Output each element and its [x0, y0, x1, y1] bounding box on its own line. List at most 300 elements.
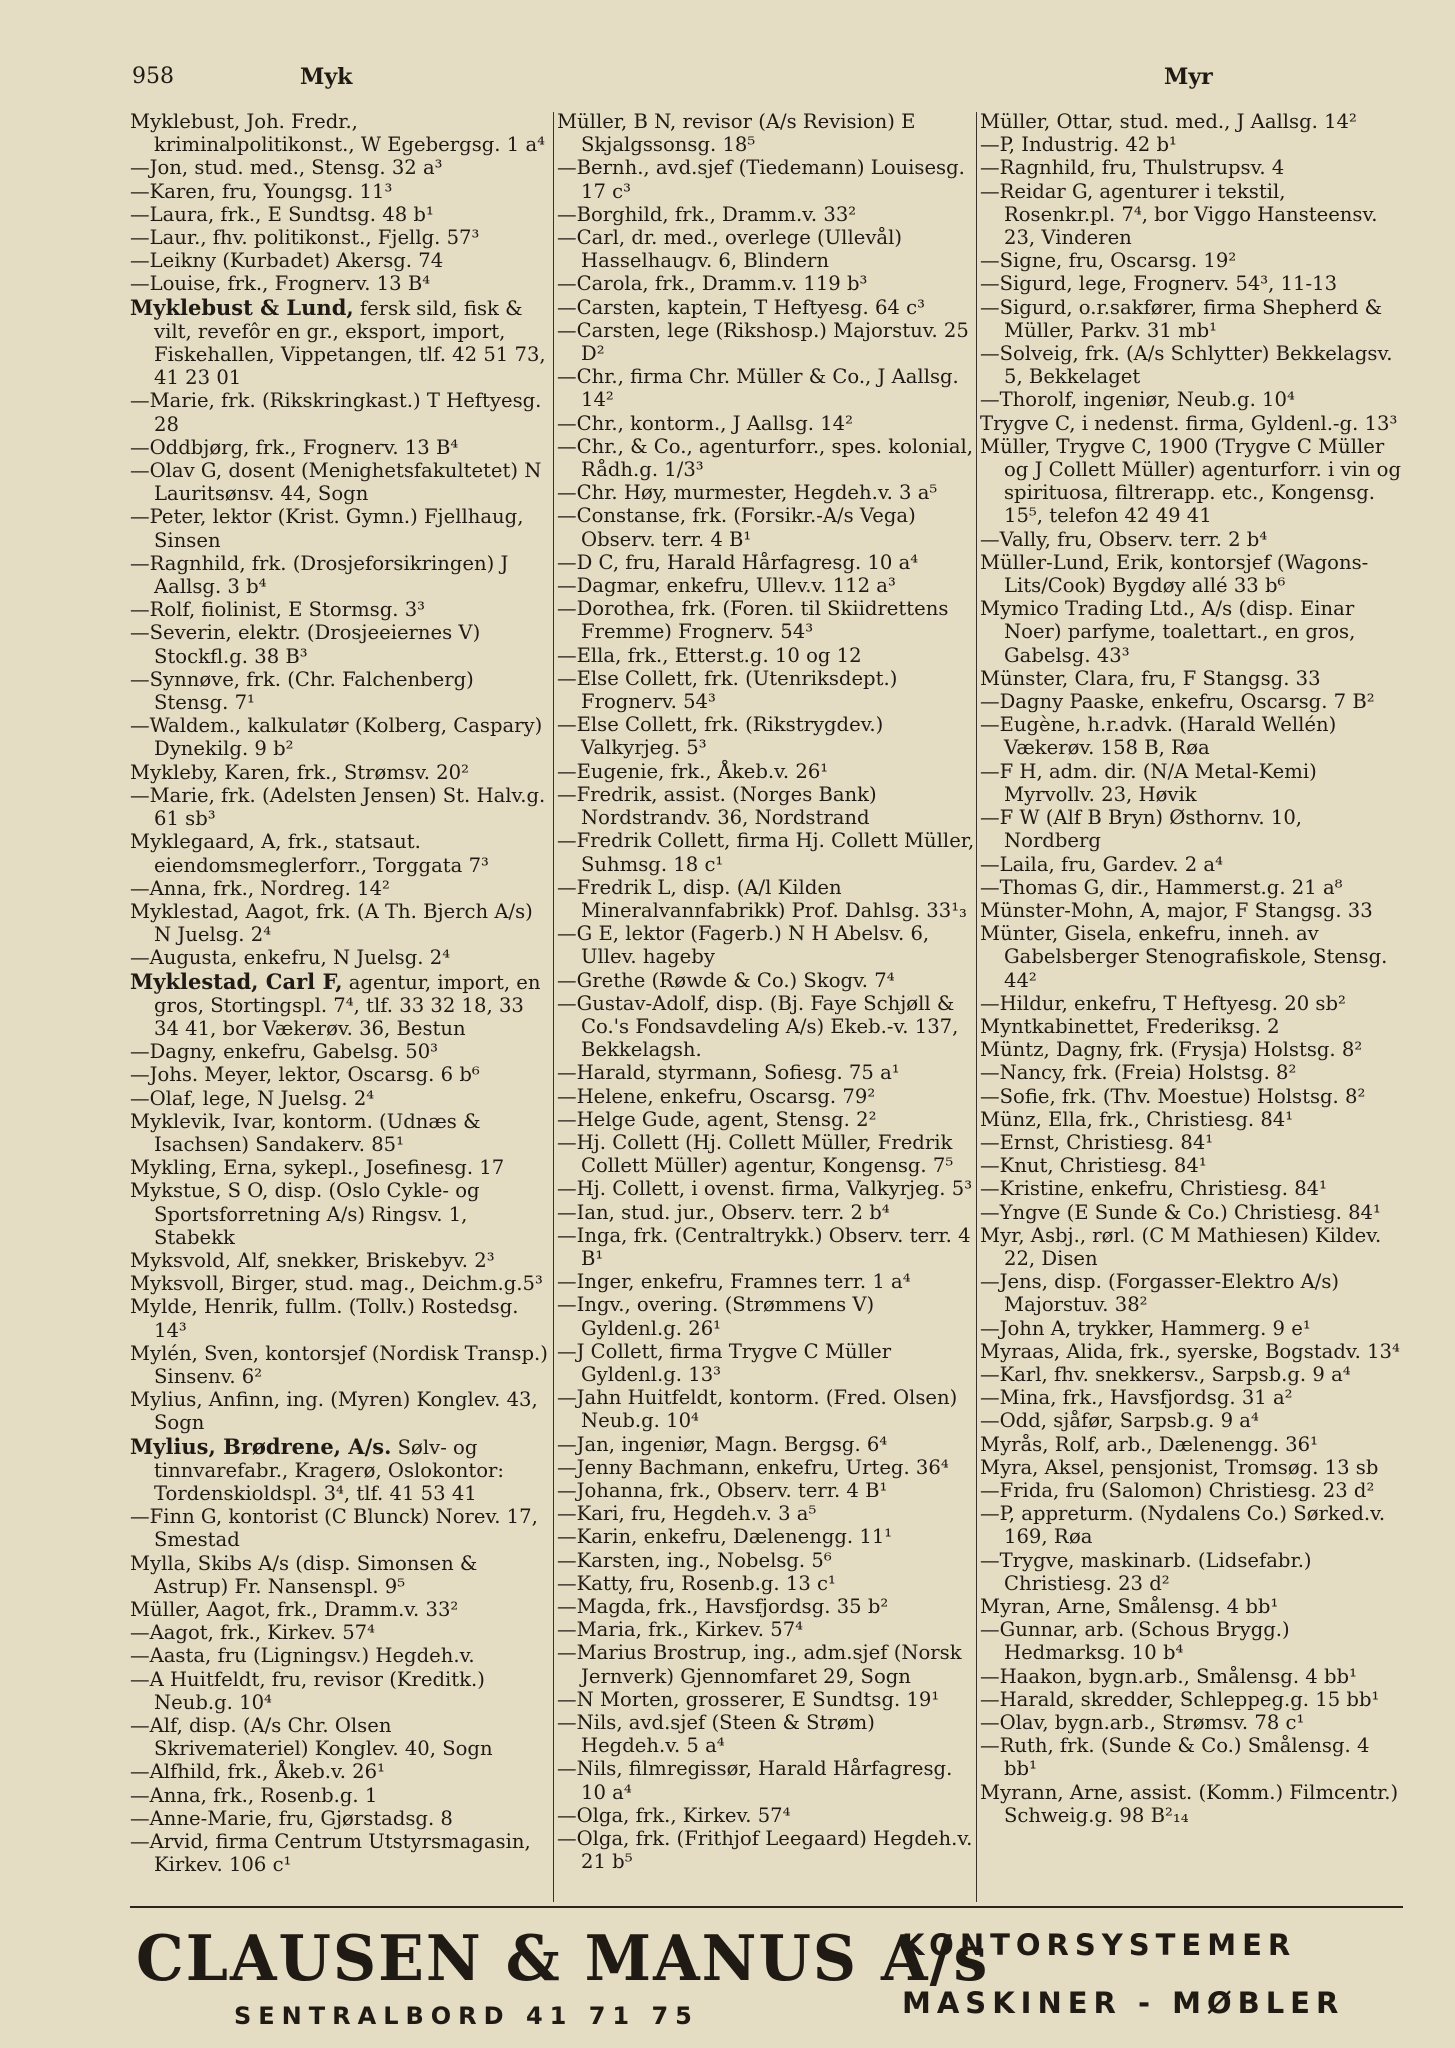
entry-text: —Ingv., overing. (Strømmens V) Gyldenl.g. 26¹ — [557, 1293, 875, 1340]
left-guide-word: Myk — [300, 64, 353, 90]
directory-entry — [980, 249, 1402, 272]
entry-text: —Anna, frk., Nordreg. 14² — [130, 876, 390, 900]
directory-entry — [980, 1085, 1402, 1108]
entry-text: —Helene, enkefru, Oscarsg. 79² — [557, 1084, 876, 1108]
directory-entry — [130, 598, 550, 621]
entry-text: —Knut, Christiesg. 84¹ — [980, 1154, 1207, 1178]
directory-column-2 — [557, 110, 975, 1873]
directory-entry — [980, 1224, 1402, 1270]
entry-text: —Eugène, h.r.advk. (Harald Wellén) Vækerøv. 158 B, Røa — [980, 713, 1337, 760]
entry-text: Myra, Aksel, pensjonist, Tromsøg. 13 sb — [980, 1455, 1379, 1479]
entry-text: —Jahn Huitfeldt, kontorm. (Fred. Olsen) Neub.g. 10⁴ — [557, 1386, 958, 1433]
directory-entry — [130, 1295, 550, 1341]
entry-text: —Jenny Bachmann, enkefru, Urteg. 36⁴ — [557, 1455, 949, 1479]
directory-entry — [557, 760, 975, 783]
directory-entry — [130, 203, 550, 226]
directory-entry — [130, 226, 550, 249]
entry-text: —Fredrik, assist. (Norges Bank) Nordstrandv. 36, Nordstrand — [557, 782, 877, 830]
directory-entry — [980, 667, 1402, 690]
directory-entry — [557, 481, 975, 504]
entry-text: —Hj. Collett (Hj. Collett Müller, Fredrik Collett Müller) agentur, Kongensg. 7⁵ — [557, 1130, 954, 1178]
directory-entry — [980, 760, 1402, 806]
entry-text: Mykleby, Karen, frk., Strømsv. 20² — [130, 760, 469, 784]
directory-entry — [130, 1063, 550, 1086]
entry-text: —Synnøve, frk. (Chr. Falchenberg) Stensg. 7¹ — [130, 667, 474, 715]
directory-entry — [980, 1317, 1402, 1340]
entry-text: —Laura, frk., E Sundtsg. 48 b¹ — [130, 202, 434, 226]
entry-text: —Anna, frk., Rosenb.g. 1 — [130, 1783, 378, 1807]
entry-text: —Jens, disp. (Forgasser-Elektro A/s) Majorstuv. 38² — [980, 1270, 1340, 1317]
directory-entry — [557, 829, 975, 875]
directory-entry — [980, 388, 1402, 411]
directory-entry — [980, 551, 1402, 597]
directory-entry — [557, 667, 975, 713]
directory-entry — [557, 1386, 975, 1432]
entry-text: —Trygve, maskinarb. (Lidsefabr.) Christiesg. 23 d² — [980, 1548, 1312, 1595]
entry-text: Mylla, Skibs A/s (disp. Simonsen & Astrup) Fr. Nansenspl. 9⁵ — [130, 1551, 478, 1598]
entry-text: —Sofie, frk. (Thv. Moestue) Holstsg. 8² — [980, 1084, 1366, 1108]
entry-text: —Rolf, fiolinist, E Stormsg. 3³ — [130, 598, 426, 622]
directory-entry — [557, 1549, 975, 1572]
directory-entry — [557, 644, 975, 667]
entry-text: —Karsten, ing., Nobelsg. 5⁶ — [557, 1548, 832, 1572]
ad-tagline-2: MASKINER - MØBLER — [902, 1986, 1345, 2020]
entry-text: —P, Industrig. 42 b¹ — [980, 133, 1177, 157]
directory-entry — [557, 296, 975, 319]
entry-firm-name: Myklestad, Carl F, — [130, 968, 343, 994]
entry-text: —Else Collett, frk. (Utenriksdept.) Frognerv. 54³ — [557, 666, 898, 714]
directory-entry — [980, 806, 1402, 852]
entry-text: —G E, lektor (Fagerb.) N H Abelsv. 6, Ullev. hageby — [557, 922, 930, 969]
directory-entry — [980, 156, 1402, 179]
directory-entry — [980, 1015, 1402, 1038]
directory-entry — [557, 1595, 975, 1618]
entry-text: —Johs. Meyer, lektor, Oscarsg. 6 b⁶ — [130, 1063, 480, 1087]
directory-entry — [980, 1711, 1402, 1734]
entry-text: —Harald, skredder, Schleppeg.g. 15 bb¹ — [980, 1687, 1380, 1711]
entry-text: —F H, adm. dir. (N/A Metal-Kemi) Myrvollv. 23, Høvik — [980, 759, 1317, 806]
directory-entry — [980, 1201, 1402, 1224]
directory-entry — [980, 1038, 1402, 1061]
entry-text: —N Morten, grosserer, E Sundtsg. 19¹ — [557, 1687, 940, 1711]
directory-entry — [130, 180, 550, 203]
directory-entry — [130, 389, 550, 435]
directory-entry — [557, 876, 975, 922]
entry-text: —Thomas G, dir., Hammerst.g. 21 a⁸ — [980, 875, 1343, 899]
directory-entry — [130, 1714, 550, 1760]
entry-firm-name: Myklebust & Lund, — [130, 294, 354, 320]
entry-text: —Yngve (E Sunde & Co.) Christiesg. 84¹ — [980, 1200, 1381, 1224]
directory-entry — [980, 1595, 1402, 1618]
directory-entry — [130, 1760, 550, 1783]
entry-text: Münster-Mohn, A, major, F Stangsg. 33 — [980, 898, 1373, 922]
entry-text: —Kari, fru, Hegdeh.v. 3 a⁵ — [557, 1502, 817, 1526]
entry-text: —John A, trykker, Hammerg. 9 e¹ — [980, 1316, 1311, 1340]
entry-text: Myraas, Alida, frk., syerske, Bogstadv. 13⁴ — [980, 1339, 1400, 1363]
entry-text: —J Collett, firma Trygve C Müller Gyldenl.g. 13³ — [557, 1339, 892, 1386]
entry-text: Myklevik, Ivar, kontorm. (Udnæs & Isachsen) Sandakerv. 85¹ — [130, 1109, 481, 1156]
directory-entry — [980, 133, 1402, 156]
directory-entry — [130, 621, 550, 667]
entry-text: —Sigurd, lege, Frognerv. 54³, 11-13 — [980, 272, 1338, 296]
directory-entry — [557, 365, 975, 411]
directory-entry — [557, 1479, 975, 1502]
entry-text: —Carl, dr. med., overlege (Ullevål) Hasselhaugv. 6, Blindern — [557, 226, 902, 273]
entry-text: Mykstue, S O, disp. (Oslo Cykle- og Sportsforretning A/s) Ringsv. 1, Stabekk — [130, 1179, 480, 1249]
directory-entry — [980, 899, 1402, 922]
entry-text: —Karin, enkefru, Dælenengg. 11¹ — [557, 1525, 893, 1549]
entry-text: —Ian, stud. jur., Observ. terr. 2 b⁴ — [557, 1200, 890, 1224]
entry-text: —Carsten, lege (Rikshosp.) Majorstuv. 25 D² — [557, 318, 969, 366]
entry-text: —Dagmar, enkefru, Ullev.v. 112 a³ — [557, 574, 896, 598]
entry-text: Myksvold, Alf, snekker, Briskebyv. 2³ — [130, 1248, 495, 1272]
entry-text: —Severin, elektr. (Drosjeeiernes V) Stockfl.g. 38 B³ — [130, 621, 481, 668]
directory-entry — [980, 1618, 1402, 1664]
directory-entry — [557, 1456, 975, 1479]
directory-entry — [130, 970, 550, 1041]
directory-entry — [130, 1272, 550, 1295]
entry-text: Trygve C, i nedenst. firma, Gyldenl.-g. 13³ — [980, 411, 1398, 435]
ad-phone: SENTRALBORD 41 71 75 — [234, 2002, 699, 2030]
entry-text: —Maria, frk., Kirkev. 57⁴ — [557, 1618, 804, 1642]
directory-entry — [980, 1131, 1402, 1154]
directory-entry — [130, 296, 550, 390]
directory-entry — [130, 459, 550, 505]
entry-text: Müntz, Dagny, frk. (Frysja) Holstsg. 8² — [980, 1038, 1363, 1062]
directory-entry — [980, 528, 1402, 551]
directory-entry — [980, 1688, 1402, 1711]
entry-text: —P, appreturm. (Nydalens Co.) Sørked.v. 169, Røa — [980, 1502, 1386, 1549]
entry-text: —Jan, ingeniør, Magn. Bergsg. 6⁴ — [557, 1432, 888, 1456]
directory-entry — [130, 714, 550, 760]
directory-entry — [980, 180, 1402, 250]
directory-entry — [557, 1085, 975, 1108]
entry-text: —Karl, fhv. snekkersv., Sarpsb.g. 9 a⁴ — [980, 1362, 1351, 1386]
entry-text: —Hj. Collett, i ovenst. firma, Valkyrjeg. 5³ — [557, 1177, 973, 1201]
entry-text: —Carola, frk., Dramm.v. 119 b³ — [557, 272, 868, 296]
entry-text: fersk sild, fisk & vilt, revefôr en gr., eksport, import, Fiskehallen, Vippetangen, tlf. 42 51 73, 41 23 01 — [154, 296, 546, 390]
directory-entry — [130, 761, 550, 784]
directory-entry — [557, 1827, 975, 1873]
entry-text: —Olaf, lege, N Juelsg. 2⁴ — [130, 1086, 375, 1110]
directory-entry — [130, 1342, 550, 1388]
directory-entry — [130, 505, 550, 551]
directory-entry — [557, 1340, 975, 1386]
entry-text: —Alf, disp. (A/s Chr. Olsen Skrivemateriel) Konglev. 40, Sogn — [130, 1714, 493, 1761]
directory-entry — [557, 1711, 975, 1757]
entry-text: Myklegaard, A, frk., statsaut. eiendomsmeglerforr., Torggata 7³ — [130, 830, 489, 877]
entry-text: —Arvid, firma Centrum Utstyrsmagasin, Kirkev. 106 c¹ — [130, 1830, 531, 1877]
entry-firm-name: Mylius, Brødrene, A/s. — [130, 1433, 392, 1459]
entry-text: —Karen, fru, Youngsg. 11³ — [130, 179, 393, 203]
entry-text: —Else Collett, frk. (Rikstrygdev.) Valkyrjeg. 5³ — [557, 713, 884, 760]
column-divider — [976, 112, 977, 1902]
entry-text: Myran, Arne, Smålensg. 4 bb¹ — [980, 1595, 1279, 1618]
directory-entry — [557, 203, 975, 226]
entry-text: —Signe, fru, Oscarsg. 19² — [980, 249, 1237, 273]
entry-text: Mylde, Henrik, fullm. (Tollv.) Rostedsg. 14³ — [130, 1295, 519, 1342]
directory-entry — [130, 436, 550, 459]
entry-text: —Borghild, frk., Dramm.v. 33² — [557, 202, 857, 226]
entry-text: —Constanse, frk. (Forsikr.-A/s Vega) Observ. terr. 4 B¹ — [557, 504, 916, 551]
directory-entry — [557, 551, 975, 574]
entry-text: —Carsten, kaptein, T Heftyesg. 64 c³ — [557, 295, 925, 319]
entry-text: —Olav G, dosent (Menighetsfakultetet) N Lauritsønsv. 44, Sogn — [130, 459, 542, 506]
directory-entry — [557, 597, 975, 643]
entry-text: Müller, Aagot, frk., Dramm.v. 33² — [130, 1598, 459, 1621]
entry-text: —Marie, frk. (Rikskringkast.) T Heftyesg. 28 — [130, 389, 542, 436]
directory-entry — [980, 1665, 1402, 1688]
directory-entry — [557, 1270, 975, 1293]
entry-text: —Waldem., kalkulatør (Kolberg, Caspary) Dynekilg. 9 b² — [130, 714, 543, 761]
directory-entry — [980, 922, 1402, 992]
directory-entry — [130, 1179, 550, 1249]
entry-text: —Dagny Paaske, enkefru, Oscarsg. 7 B² — [980, 690, 1375, 714]
entry-text: —Fredrik Collett, firma Hj. Collett Müller, Suhmsg. 18 c¹ — [557, 829, 975, 876]
directory-entry — [980, 876, 1402, 899]
directory-entry — [980, 597, 1402, 667]
right-guide-word: Myr — [1164, 64, 1213, 90]
directory-entry — [557, 1433, 975, 1456]
directory-entry — [557, 1688, 975, 1711]
directory-entry — [557, 226, 975, 272]
directory-entry — [980, 1270, 1402, 1316]
entry-text: —Vally, fru, Observ. terr. 2 b⁴ — [980, 527, 1268, 551]
entry-text: —Magda, frk., Havsfjordsg. 35 b² — [557, 1595, 889, 1618]
entry-text: —Nancy, frk. (Freia) Holstsg. 8² — [980, 1061, 1297, 1085]
entry-text: —Olga, frk. (Frithjof Leegaard) Hegdeh.v. 21 b⁵ — [557, 1827, 973, 1874]
entry-text: —Ragnhild, frk. (Drosjeforsikringen) J Aallsg. 3 b⁴ — [130, 551, 509, 599]
entry-text: Müller, Trygve C, 1900 (Trygve C Müller og J Collett Müller) agenturforr. i vin og spirituosa, filtrerapp. etc., Kongensg. 15⁵, telefon 42 49 41 — [980, 434, 1401, 528]
directory-entry — [980, 1734, 1402, 1780]
directory-entry — [980, 1781, 1402, 1827]
entry-text: Myrås, Rolf, arb., Dælenengg. 36¹ — [980, 1432, 1318, 1456]
directory-entry — [980, 1061, 1402, 1084]
directory-entry — [557, 1641, 975, 1687]
entry-text: —Haakon, bygn.arb., Smålensg. 4 bb¹ — [980, 1664, 1357, 1688]
directory-entry — [557, 272, 975, 295]
directory-entry — [980, 1433, 1402, 1456]
directory-entry — [980, 1549, 1402, 1595]
entry-text: —Dagny, enkefru, Gabelsg. 50³ — [130, 1040, 439, 1064]
directory-entry — [557, 1131, 975, 1177]
directory-entry — [557, 156, 975, 202]
entry-text: Müller, B N, revisor (A/s Revision) E Skjalgssonsg. 18⁵ — [557, 110, 916, 157]
entry-text: —Gustav-Adolf, disp. (Bj. Faye Schjøll & Co.'s Fondsavdeling A/s) Ekeb.-v. 137, Bekkelagsh. — [557, 991, 959, 1062]
directory-entry — [130, 1156, 550, 1179]
entry-text: agentur, import, en gros, Stortingspl. 7⁴, tlf. 33 32 18, 33 34 41, bor Vækerøv. 36, Bestun — [154, 970, 541, 1040]
directory-entry — [130, 1668, 550, 1714]
entry-text: —Helge Gude, agent, Stensg. 2² — [557, 1107, 877, 1131]
directory-entry — [130, 1598, 550, 1621]
column-divider — [553, 112, 554, 1902]
directory-entry — [980, 296, 1402, 342]
directory-entry — [980, 1502, 1402, 1548]
entry-text: —Katty, fru, Rosenb.g. 13 c¹ — [557, 1571, 836, 1595]
directory-entry — [557, 1108, 975, 1131]
entry-text: —Leikny (Kurbadet) Akersg. 74 — [130, 249, 444, 273]
entry-text: Münter, Gisela, enkefru, inneh. av Gabelsberger Stenografiskole, Stensg. 44² — [980, 922, 1388, 992]
directory-entry — [980, 272, 1402, 295]
directory-entry — [557, 1293, 975, 1339]
entry-text: —Nils, avd.sjef (Steen & Strøm) Hegdeh.v. 5 a⁴ — [557, 1711, 875, 1758]
entry-text: —Ruth, frk. (Sunde & Co.) Smålensg. 4 bb¹ — [980, 1734, 1370, 1781]
entry-text: —Ella, frk., Etterst.g. 10 og 12 — [557, 643, 862, 667]
directory-entry — [557, 713, 975, 759]
directory-entry — [980, 110, 1402, 133]
directory-entry — [130, 877, 550, 900]
entry-text: Mymico Trading Ltd., A/s (disp. Einar Noer) parfyme, toalettart., en gros, Gabelsg. 43³ — [980, 597, 1356, 667]
directory-entry — [557, 783, 975, 829]
entry-text: Münster, Clara, fru, F Stangsg. 33 — [980, 666, 1321, 690]
entry-text: —Solveig, frk. (A/s Schlytter) Bekkelagsv. 5, Bekkelaget — [980, 342, 1393, 389]
entry-text: —Alfhild, frk., Åkeb.v. 26¹ — [130, 1760, 385, 1784]
directory-entry — [980, 992, 1402, 1015]
directory-entry — [557, 922, 975, 968]
directory-entry — [130, 900, 550, 946]
directory-entry — [557, 1804, 975, 1827]
entry-text: —Harald, styrmann, Sofiesg. 75 a¹ — [557, 1061, 900, 1085]
directory-entry — [557, 504, 975, 550]
directory-entry — [130, 1552, 550, 1598]
page-number: 958 — [132, 64, 174, 89]
directory-entry — [130, 1435, 550, 1506]
entry-text: —Marius Brostrup, ing., adm.sjef (Norsk Jernverk) Gjennomfaret 29, Sogn — [557, 1641, 962, 1688]
entry-text: —F W (Alf B Bryn) Østhornv. 10, Nordberg — [980, 806, 1303, 853]
entry-text: —Grethe (Røwde & Co.) Skogv. 7⁴ — [557, 968, 895, 992]
entry-text: —Fredrik L, disp. (A/l Kilden Mineralvannfabrikk) Prof. Dahlsg. 33¹₃ — [557, 875, 967, 922]
entry-text: Müller-Lund, Erik, kontorsjef (Wagons-Lits/Cook) Bygdøy allé 33 b⁶ — [980, 550, 1369, 598]
directory-entry — [557, 1224, 975, 1270]
directory-entry — [557, 1618, 975, 1641]
directory-entry — [980, 412, 1402, 435]
entry-text: —Chr. Høy, murmester, Hegdeh.v. 3 a⁵ — [557, 481, 938, 505]
directory-entry — [130, 946, 550, 969]
directory-entry — [130, 552, 550, 598]
entry-text: Mylius, Anfinn, ing. (Myren) Konglev. 43, Sogn — [130, 1388, 538, 1435]
entry-text: Myklebust, Joh. Fredr., kriminalpolitikonst., W Egebergsg. 1 a⁴ — [130, 110, 545, 157]
entry-text: —Inga, frk. (Centraltrykk.) Observ. terr. 4 B¹ — [557, 1223, 971, 1270]
directory-entry — [980, 1154, 1402, 1177]
directory-entry — [980, 342, 1402, 388]
entry-text: —Anne-Marie, fru, Gjørstadsg. 8 — [130, 1806, 453, 1830]
entry-text: —D C, fru, Harald Hårfagresg. 10 a⁴ — [557, 550, 919, 574]
directory-entry — [557, 1572, 975, 1595]
entry-text: —Kristine, enkefru, Christiesg. 84¹ — [980, 1177, 1327, 1201]
entry-text: Myntkabinettet, Frederiksg. 2 — [980, 1014, 1280, 1038]
directory-entry — [130, 784, 550, 830]
entry-text: Münz, Ella, frk., Christiesg. 84¹ — [980, 1107, 1294, 1131]
directory-entry — [130, 1807, 550, 1830]
entry-text: —Finn G, kontorist (C Blunck) Norev. 17, Smestad — [130, 1505, 538, 1552]
entry-text: Myrann, Arne, assist. (Komm.) Filmcentr.) Schweig.g. 98 B²₁₄ — [980, 1780, 1399, 1827]
directory-entry — [980, 713, 1402, 759]
ad-company-name: CLAUSEN & MANUS A/s — [136, 1922, 990, 1996]
directory-entry — [557, 1502, 975, 1525]
entry-text: —Mina, frk., Havsfjordsg. 31 a² — [980, 1386, 1293, 1410]
entry-text: —Nils, filmregissør, Harald Hårfagresg. 10 a⁴ — [557, 1757, 953, 1804]
entry-text: —Aasta, fru (Ligningsv.) Hegdeh.v. — [130, 1644, 475, 1668]
entry-text: —Ragnhild, fru, Thulstrupsv. 4 — [980, 156, 1285, 180]
directory-entry — [980, 1386, 1402, 1409]
directory-entry — [980, 435, 1402, 528]
directory-entry — [130, 1110, 550, 1156]
directory-entry — [130, 272, 550, 295]
directory-entry — [130, 1040, 550, 1063]
directory-entry — [980, 1479, 1402, 1502]
entry-text: Müller, Ottar, stud. med., J Aallsg. 14² — [980, 110, 1357, 133]
entry-text: —Reidar G, agenturer i tekstil, Rosenkr.pl. 7⁴, bor Viggo Hansteensv. 23, Vinderen — [980, 179, 1378, 250]
entry-text: —Inger, enkefru, Framnes terr. 1 a⁴ — [557, 1270, 911, 1294]
directory-entry — [980, 1363, 1402, 1386]
entry-text: —Gunnar, arb. (Schous Brygg.) Hedmarksg. 10 b⁴ — [980, 1618, 1290, 1665]
entry-text: —Louise, frk., Frognerv. 13 B⁴ — [130, 272, 431, 296]
directory-entry — [980, 853, 1402, 876]
directory-entry — [557, 110, 975, 156]
directory-entry — [130, 1087, 550, 1110]
entry-text: —Peter, lektor (Krist. Gymn.) Fjellhaug, Sinsen — [130, 505, 524, 552]
directory-entry — [130, 1505, 550, 1551]
directory-entry — [980, 1108, 1402, 1131]
directory-entry — [130, 668, 550, 714]
entry-text: —Jon, stud. med., Stensg. 32 a³ — [130, 156, 443, 180]
entry-text: —Johanna, frk., Observ. terr. 4 B¹ — [557, 1478, 888, 1502]
directory-entry — [130, 156, 550, 179]
directory-entry — [557, 969, 975, 992]
directory-entry — [557, 574, 975, 597]
directory-entry — [130, 830, 550, 876]
entry-text: Myklestad, Aagot, frk. (A Th. Bjerch A/s) N Juelsg. 2⁴ — [130, 899, 533, 947]
directory-entry — [557, 435, 975, 481]
entry-text: —Frida, fru (Salomon) Christiesg. 23 d² — [980, 1478, 1375, 1502]
directory-entry — [557, 1201, 975, 1224]
directory-entry — [130, 1249, 550, 1272]
directory-entry — [130, 249, 550, 272]
advertisement-banner — [0, 1906, 1455, 2048]
directory-column-3 — [980, 110, 1402, 1827]
entry-text: —Bernh., avd.sjef (Tiedemann) Louisesg. 17 c³ — [557, 156, 965, 203]
entry-text: Mylén, Sven, kontorsjef (Nordisk Transp.) Sinsenv. 6² — [130, 1341, 548, 1388]
entry-text: —Oddbjørg, frk., Frognerv. 13 B⁴ — [130, 435, 459, 459]
directory-entry — [980, 1456, 1402, 1479]
entry-text: —Eugenie, frk., Åkeb.v. 26¹ — [557, 759, 829, 783]
entry-text: —Sigurd, o.r.sakfører, firma Shepherd & Müller, Parkv. 31 mb¹ — [980, 295, 1383, 342]
entry-text: —Chr., & Co., agenturforr., spes. kolonial, Rådh.g. 1/3³ — [557, 434, 974, 482]
entry-text: —Olga, frk., Kirkev. 57⁴ — [557, 1803, 791, 1827]
entry-text: —Laur., fhv. politikonst., Fjellg. 57³ — [130, 226, 480, 250]
entry-text: Sølv- og tinnvarefabr., Kragerø, Oslokontor: Tordenskioldspl. 3⁴, tlf. 41 53 41 — [154, 1435, 505, 1505]
entry-text: —Olav, bygn.arb., Strømsv. 78 c¹ — [980, 1711, 1305, 1735]
entry-text: —Augusta, enkefru, N Juelsg. 2⁴ — [130, 946, 451, 970]
entry-text: —Dorothea, frk. (Foren. til Skiidrettens Fremme) Frognerv. 54³ — [557, 597, 949, 644]
entry-text: —Marie, frk. (Adelsten Jensen) St. Halv.g. 61 sb³ — [130, 783, 546, 831]
entry-text: —A Huitfeldt, fru, revisor (Kreditk.) Neub.g. 10⁴ — [130, 1667, 485, 1714]
directory-entry — [557, 1525, 975, 1548]
directory-entry — [557, 412, 975, 435]
ad-tagline-1: KONTORSYSTEMER — [902, 1928, 1297, 1962]
directory-entry — [130, 1644, 550, 1667]
directory-entry — [980, 1340, 1402, 1363]
directory-entry — [130, 1784, 550, 1807]
directory-entry — [557, 319, 975, 365]
directory-entry — [980, 1177, 1402, 1200]
directory-entry — [557, 992, 975, 1062]
entry-text: —Thorolf, ingeniør, Neub.g. 10⁴ — [980, 388, 1295, 412]
entry-text: Myksvoll, Birger, stud. mag., Deichm.g.5³ — [130, 1272, 543, 1296]
directory-column-1 — [130, 110, 550, 1876]
entry-text: —Chr., firma Chr. Müller & Co., J Aallsg. 14² — [557, 365, 959, 412]
directory-entry — [130, 1388, 550, 1434]
